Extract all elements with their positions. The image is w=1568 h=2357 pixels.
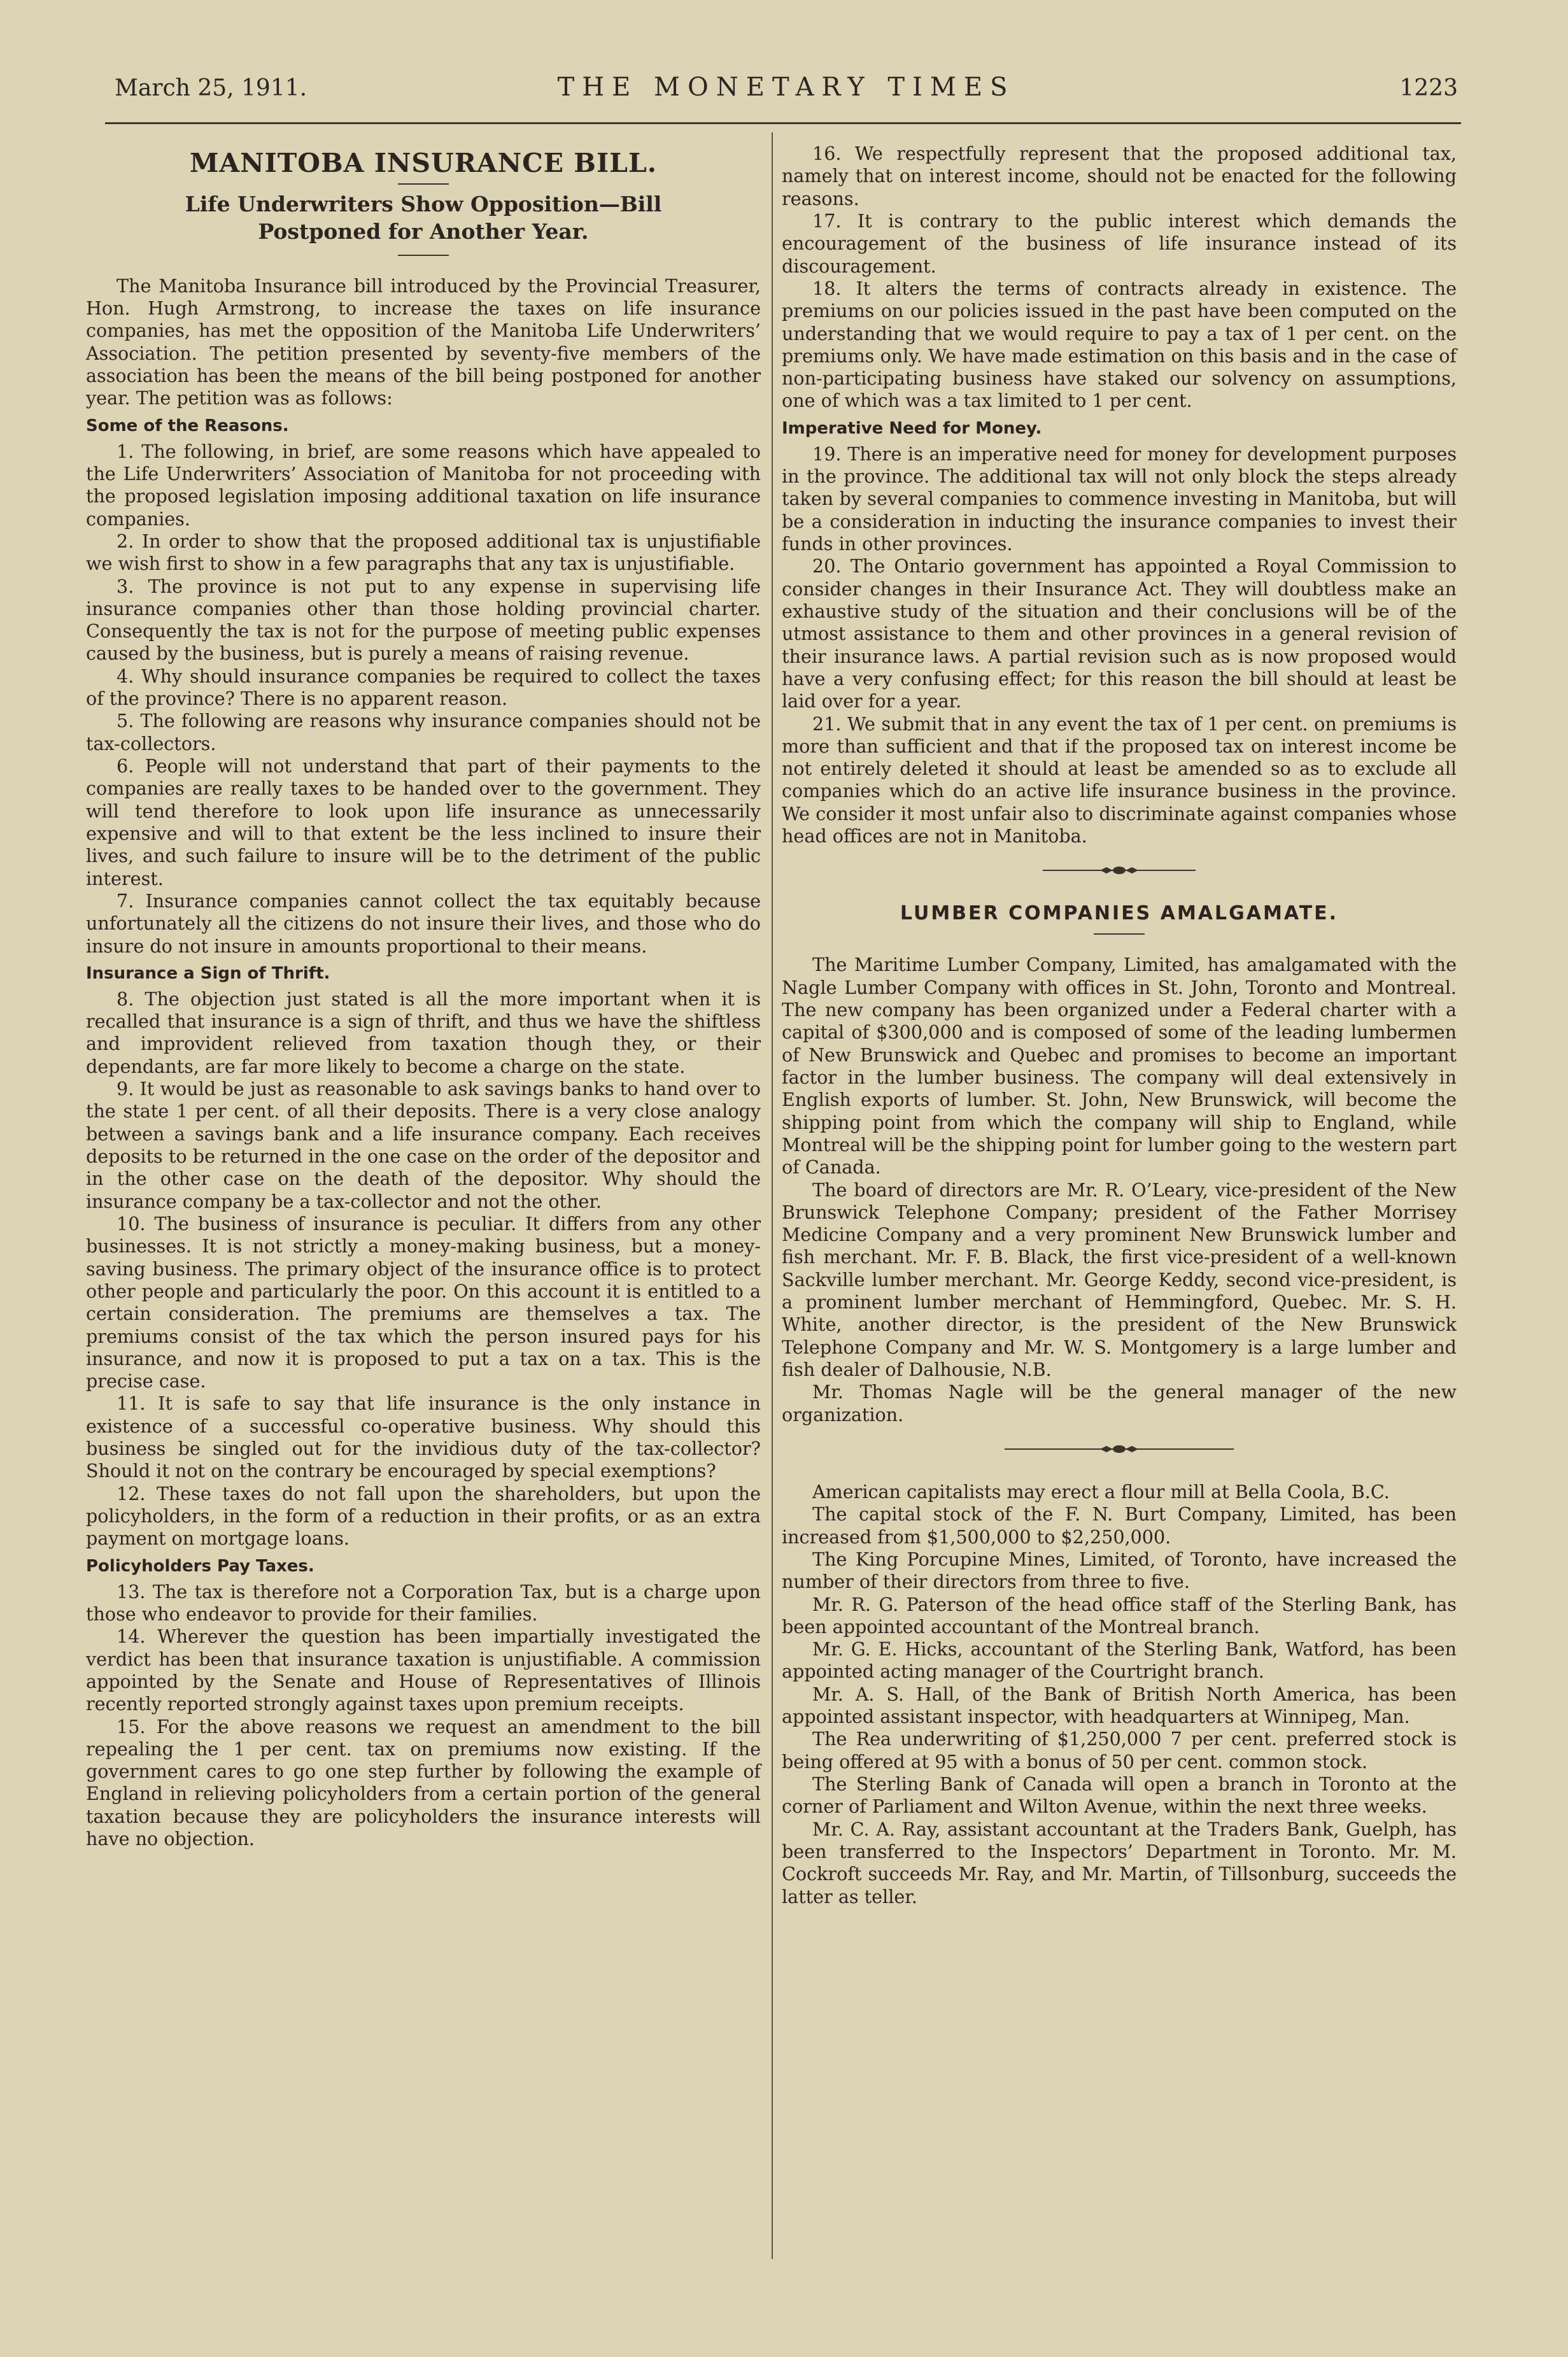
section-heading-thrift: Insurance a Sign of Thrift. bbox=[86, 963, 330, 983]
paragraph-16: 16. We respectfully represent that the proposed additional tax, namely that on interest income, should not be enacted for the following reasons. bbox=[782, 143, 1457, 209]
paragraph-2: 2. In order to show that the proposed additional tax is unjustifiable we wish first to show in a few paragraphs that any tax is unjustifiable. bbox=[86, 530, 761, 575]
note-item: The Rea underwriting of $1,250,000 7 per cent. preferred stock is being offered at 95 with a bonus of 50 per cent. common stock. bbox=[782, 1728, 1457, 1773]
paragraph-10: 10. The business of insurance is peculiar. It differs from any other businesses. It is not strictly a money-making business, but a money-saving business. The primary object of the insurance office is to protect other people and particularly the poor. On this account it is entitled to a certain consideration. The premiums are themselves a tax. The premiums consist of the tax which the person insured pays for his insurance, and now it is proposed to put a tax on a tax. This is the precise case. bbox=[86, 1212, 761, 1392]
subtitle-rule bbox=[398, 255, 449, 256]
paragraph-6: 6. People will not understand that part of their payments to the companies are really taxes to be handed over to the government. They will tend therefore to look upon life insurance as unnecessarily expensive and will to that extent be the less inclined to insure their lives, and such failure to insure will be to the detriment of the public interest. bbox=[86, 755, 761, 889]
notes-gap bbox=[782, 1472, 1457, 1481]
header-rule bbox=[105, 122, 1461, 124]
page-header bbox=[115, 75, 1458, 113]
paragraph-5: 5. The following are reasons why insurance companies should not be tax-collectors. bbox=[86, 710, 761, 754]
note-item: The capital stock of the F. N. Burt Company, Limited, has been increased from $1,500,000 to $2,250,000. bbox=[782, 1503, 1457, 1548]
section-heading-policyholders: Policyholders Pay Taxes. bbox=[86, 1556, 314, 1576]
paragraph-13: 13. The tax is therefore not a Corporation Tax, but is a charge upon those who endeavor to provide for their families. bbox=[86, 1580, 761, 1625]
ornament-divider bbox=[782, 864, 1457, 879]
title-rule bbox=[398, 183, 449, 185]
article-intro: The Manitoba Insurance bill introduced by the Provincial Treasurer, Hon. Hugh Armstrong, to increase the taxes on life insurance companies, has met the opposition of the Manitoba Life Underwriters’ Association. The petition presented by seventy-five members of the association has been the means of the bill being postponed for another year. The petition was as follows: bbox=[86, 274, 761, 409]
ornament-icon bbox=[1043, 864, 1196, 877]
publication-title: THE MONETARY TIMES bbox=[557, 73, 1015, 102]
paragraph-1: 1. The following, in brief, are some reasons which have appealed to the Life Underwriters’ Association of Manitoba for not proceeding with the proposed legislation imposing additional taxation on life insurance companies. bbox=[86, 440, 761, 530]
right-column bbox=[782, 134, 1457, 1908]
paragraph-15: 15. For the above reasons we request an amendment to the bill repealing the 1 per cent. tax on premiums now existing. If the government cares to go one step further by following the example of England in relieving policyholders from a certain portion of the general taxation because they are policyholders the insurance interests will have no objection. bbox=[86, 1715, 761, 1850]
column-divider bbox=[772, 132, 773, 2259]
paragraph-7: 7. Insurance companies cannot collect the tax equitably because unfortunately all the citizens do not insure their lives, and those who do insure do not insure in amounts proportional to their means. bbox=[86, 889, 761, 957]
paragraph-19: 19. There is an imperative need for money for development purposes in the province. The additional tax will not only block the steps already taken by several companies to commence investing in Manitoba, but will be a consideration in inducting the insurance companies to invest their funds in other provinces. bbox=[782, 442, 1457, 555]
paragraph-12: 12. These taxes do not fall upon the shareholders, but upon the policyholders, in the form of a reduction in their profits, or as an extra payment on mortgage loans. bbox=[86, 1482, 761, 1550]
page-number: 1223 bbox=[1399, 75, 1458, 101]
article-subtitle: Life Underwriters Show Opposition—Bill Postponed for Another Year. bbox=[185, 192, 662, 244]
note-item: Mr. A. S. Hall, of the Bank of British North America, has been appointed assistant inspector, with headquarters at Winnipeg, Man. bbox=[782, 1683, 1457, 1728]
left-column bbox=[86, 134, 761, 1850]
paragraph-3: 3. The province is not put to any expense in supervising life insurance companies other than those holding provincial charter. Consequently the tax is not for the purpose of meeting public expenses caused by the business, but is purely a means of raising revenue. bbox=[86, 575, 761, 665]
note-item: The Sterling Bank of Canada will open a branch in Toronto at the corner of Parliament and Wilton Avenue, within the next three weeks. bbox=[782, 1773, 1457, 1818]
ornament-icon bbox=[1005, 1443, 1234, 1455]
paragraph-20: 20. The Ontario government has appointed a Royal Commission to consider changes in their Insurance Act. They will doubtless make an exhaustive study of the situation and their conclusions will be of the utmost assistance to them and other provinces in a general revision of their insurance laws. A partial revision such as is now proposed would have a very confusing effect; for this reason the bill should at least be laid over for a year. bbox=[782, 555, 1457, 712]
paragraph-8: 8. The objection just stated is all the more important when it is recalled that insurance is a sign of thrift, and thus we have the shiftless and improvident relieved from taxation though they, or their dependants, are far more likely to become a charge on the state. bbox=[86, 987, 761, 1077]
note-item: Mr. R. G. Paterson of the head office staff of the Sterling Bank, has been appointed accountant of the Montreal branch. bbox=[782, 1593, 1457, 1638]
lumber-paragraph-1: The Maritime Lumber Company, Limited, has amalgamated with the Nagle Lumber Company with offices in St. John, Toronto and Montreal. The new company has been organized under a Federal charter with a capital of $300,000 and is composed of some of the leading lumbermen of New Brunswick and Quebec and promises to become an important factor in the lumber business. The company will deal extensively in English exports of lumber. St. John, New Brunswick, will become the shipping point from which the company will ship to England, while Montreal will be the shipping point for lumber going to the western part of Canada. bbox=[782, 954, 1457, 1178]
paragraph-21: 21. We submit that in any event the tax of 1 per cent. on premiums is more than sufficient and that if the proposed tax on interest income be not entirely deleted it should at least be amended so as to exclude all companies which do an active life insurance business in the province. We consider it most unfair also to discriminate against companies whose head offices are not in Manitoba. bbox=[782, 712, 1457, 847]
paragraph-11: 11. It is safe to say that life insurance is the only instance in existence of a successful co-operative business. Why should this business be singled out for the invidious duty of the tax-collector? Should it not on the contrary be encouraged by special exemptions? bbox=[86, 1392, 761, 1482]
paragraph-4: 4. Why should insurance companies be required to collect the taxes of the province? There is no apparent reason. bbox=[86, 665, 761, 710]
paragraph-18: 18. It alters the terms of contracts already in existence. The premiums on our policies issued in the past have been computed on the understanding that we would require to pay a tax of 1 per cent. on the premiums only. We have made estimation on this basis and in the case of non-participating business have staked our solvency on assumptions, one of which was a tax limited to 1 per cent. bbox=[782, 277, 1457, 412]
ornament-divider-2 bbox=[782, 1443, 1457, 1458]
paragraph-9: 9. It would be just as reasonable to ask savings banks to hand over to the state 1 per cent. of all their deposits. There is a very close analogy between a savings bank and a life insurance company. Each receives deposits to be returned in the one case on the order of the depositor and in the other case on the death of the depositor. Why should the insurance company be a tax-collector and not the other. bbox=[86, 1078, 761, 1212]
note-item: American capitalists may erect a flour mill at Bella Coola, B.C. bbox=[812, 1480, 1390, 1503]
section-heading-imperative: Imperative Need for Money. bbox=[782, 418, 1042, 438]
section-heading-reasons: Some of the Reasons. bbox=[86, 416, 289, 435]
paragraph-14: 14. Wherever the question has been impartially investigated the verdict has been that insurance taxation is unjustifiable. A commission appointed by the Senate and House of Representatives of Illinois recently reported strongly against taxes upon premium receipts. bbox=[86, 1625, 761, 1715]
header-date: March 25, 1911. bbox=[115, 75, 307, 101]
paragraph-17: 17. It is contrary to the public interest which demands the encouragement of the business of life insurance instead of its discouragement. bbox=[782, 209, 1457, 277]
lumber-paragraph-3: Mr. Thomas Nagle will be the general manager of the new organization. bbox=[782, 1381, 1457, 1426]
note-item: The King Porcupine Mines, Limited, of Toronto, have increased the number of their directors from three to five. bbox=[782, 1548, 1457, 1593]
note-item: Mr. C. A. Ray, assistant accountant at the Traders Bank, Guelph, has been transferred to the Inspectors’ Department in Toronto. Mr. M. Cockroft succeeds Mr. Ray, and Mr. Martin, of Tillsonburg, succeeds the latter as teller. bbox=[782, 1818, 1457, 1908]
lumber-title-rule bbox=[1094, 933, 1145, 935]
article-title: MANITOBA INSURANCE BILL. bbox=[189, 148, 658, 178]
top-gap bbox=[782, 134, 1457, 143]
lumber-paragraph-2: The board of directors are Mr. R. O’Leary, vice-president of the New Brunswick Telephone Company; president of the Father Morrisey Medicine Company and a very prominent New Brunswick lumber and fish merchant. Mr. F. B. Black, the first vice-president of a well-known Sackville lumber merchant. Mr. George Keddy, second vice-president, is a prominent lumber merchant of Hemmingford, Quebec. Mr. S. H. White, another director, is the president of the New Brunswick Telephone Company and Mr. W. S. Montgomery is a large lumber and fish dealer of Dalhousie, N.B. bbox=[782, 1178, 1457, 1380]
lumber-article-title: LUMBER COMPANIES AMALGAMATE. bbox=[900, 902, 1339, 925]
note-item: Mr. G. E. Hicks, accountant of the Sterling Bank, Watford, has been appointed acting manager of the Courtright branch. bbox=[782, 1638, 1457, 1683]
